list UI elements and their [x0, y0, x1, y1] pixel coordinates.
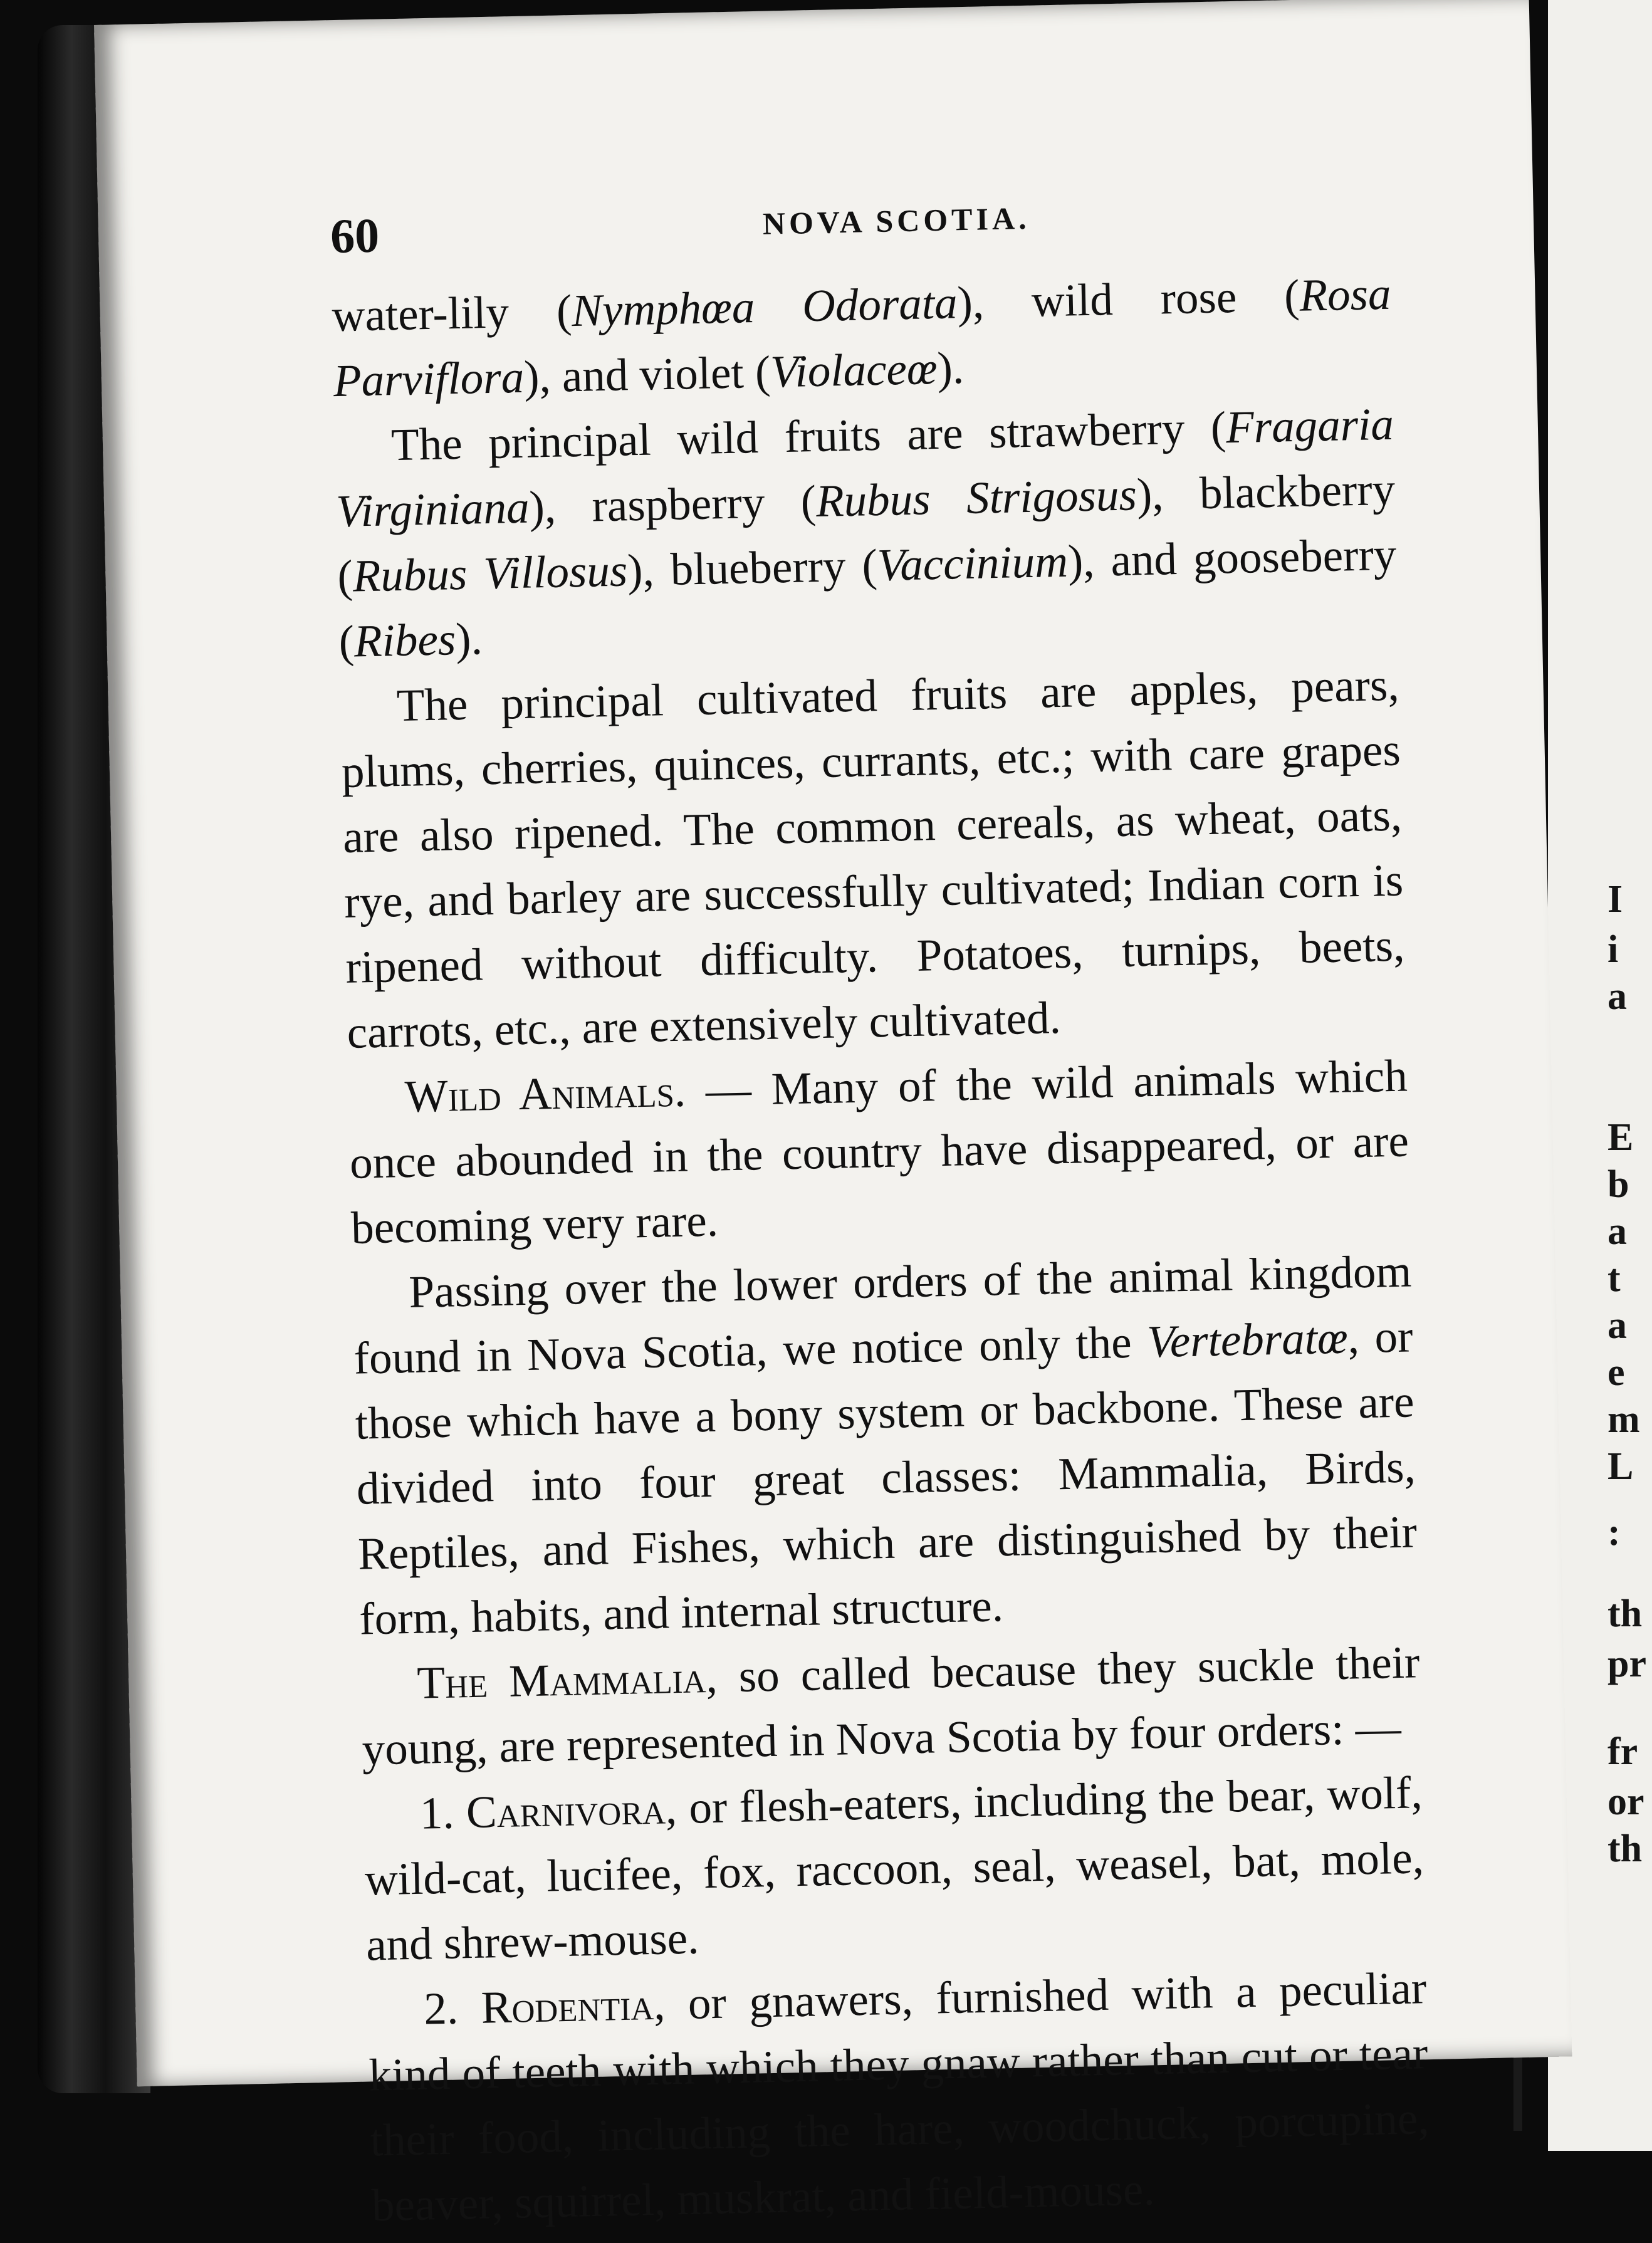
facing-fragment: m	[1608, 1398, 1640, 1441]
facing-fragment: E	[1608, 1116, 1634, 1159]
facing-fragment: a	[1608, 1304, 1627, 1347]
body-text	[332, 261, 1431, 2239]
page-number: 60	[330, 207, 380, 264]
facing-fragment: I	[1608, 878, 1623, 921]
paragraph-wild-fruits: The principal wild fruits are strawberry (Fragaria Virginiana), raspberry (Rubus Strigosus), blackberry (Rubus Villosus), blueberry (Vaccinium), and gooseberry (Ribes).	[335, 398, 1397, 667]
facing-fragment: or	[1608, 1780, 1644, 1823]
facing-fragment: a	[1608, 1210, 1627, 1253]
list-item-carnivora: 1. Carnivora, or flesh-eaters, including the bear, wolf, wild-cat, lucifee, fox, raccoon, seal, weasel, bat, mole, and shrew-mouse.	[364, 1767, 1425, 1970]
paragraph-continuation: water-lily (Nymphœa Odorata), wild rose (Rosa Parviflora), and violet (Violaceœ).	[331, 268, 1392, 407]
facing-fragment: L	[1608, 1445, 1634, 1488]
facing-fragment: th	[1608, 1592, 1643, 1635]
paragraph-wild-animals: Wild Animals. — Many of the wild animals which once abounded in the country have disappeared, or are becoming very rare.	[349, 1050, 1409, 1253]
facing-fragment: fr	[1608, 1730, 1638, 1773]
paragraph-mammalia: The Mammalia, so called because they suckle their young, are represented in Nova Scotia by four orders: —	[361, 1636, 1421, 1775]
list-item-rodentia: 2. Rodentia, or gnawers, furnished with a peculiar kind of teeth with which they gnaw rather than cut or tear their food, including the hare, woodchuck, porcupine, beaver, squirrel, muskrat, and field-mouse.	[368, 1962, 1430, 2231]
section-heading: Wild Animals.	[404, 1065, 686, 1122]
facing-fragment: pr	[1608, 1643, 1646, 1685]
book-page	[94, 0, 1572, 2231]
facing-fragment: th	[1608, 1827, 1643, 1870]
running-title: NOVA SCOTIA.	[762, 200, 1031, 241]
paragraph-cultivated-fruits: The principal cultivated fruits are apples, pears, plums, cherries, quinces, currants, etc.; with care grapes are also ripened. The common cereals, as wheat, oats, rye, and barley are successfully cultivated; Indian corn is ripened without difficulty. Potatoes, turnips, beets, carrots, etc., are extensively cultivated.	[341, 659, 1406, 1058]
section-heading: The Mammalia	[416, 1651, 707, 1708]
facing-fragment: :	[1608, 1511, 1621, 1554]
facing-fragment: e	[1608, 1351, 1625, 1394]
facing-fragment: a	[1608, 975, 1627, 1018]
facing-fragment: b	[1608, 1163, 1629, 1206]
paragraph-vertebrates: Passing over the lower orders of the animal kingdom found in Nova Scotia, we notice only the Vertebratœ, or those which have a bony system or backbone. These are divided into four great classes: Mammalia, Birds, Reptiles, and Fishes, which are distinguished by their form, habits, and internal structure.	[353, 1245, 1418, 1644]
facing-fragment: i	[1608, 928, 1619, 971]
facing-fragment: t	[1608, 1257, 1621, 1300]
